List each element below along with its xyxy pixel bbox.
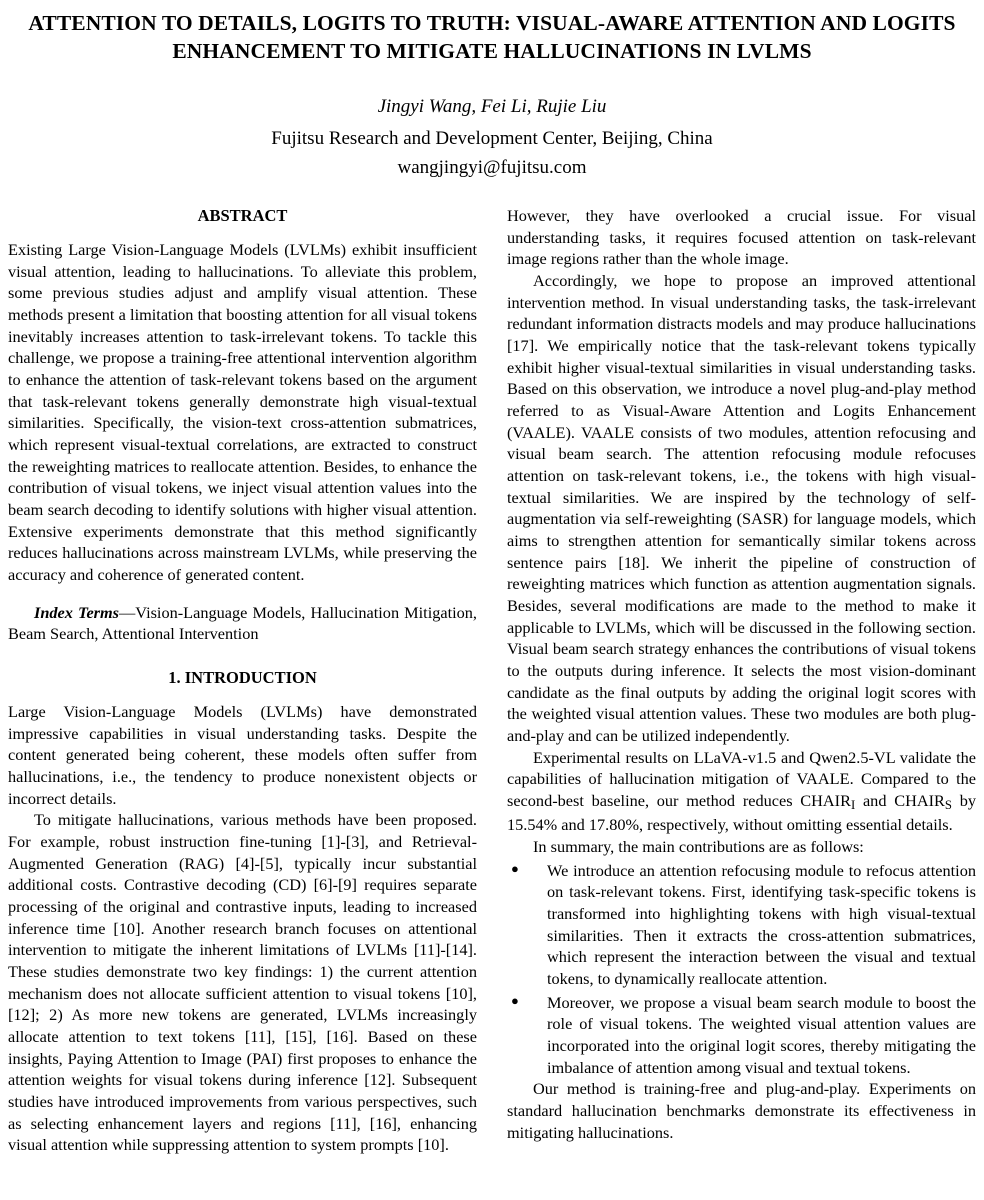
intro-paragraph-2: To mitigate hallucinations, various methods have been proposed. For example, robust instruction fine-tuning [1]-[3], and Retrieval-Augmented Generation (RAG) [4]-[5], typically incur substantial additional costs. Contrastive decoding (CD) [6]-[9] requires separate processing of the original and contrastive inputs, leading to increased inference time [10]. Another research branch focuses on attentional intervention to mitigate the inherent limitations of LVLMs [11]-[14]. These studies demonstrate two key findings: 1) the current attention mechanism does not allocate sufficient attention to visual tokens [10], [12]; 2) As more new tokens are generated, LVLMs increasingly allocate attention to text tokens [11], [15], [16]. Based on these insights, Paying Attention to Image (PAI) first proposes to enhance the attention weights for visual tokens during inference [12]. Subsequent studies have introduced improvements from various perspectives, such as selecting enhancement layers and regions [11], [16], enhancing visual attention while suppressing attention to system prompts [10]. (8, 810, 477, 1155)
abstract-heading: ABSTRACT (197, 206, 288, 225)
index-terms-body: Vision-Language Models, Hallucination Mitigation, Beam Search, Attentional Intervention (8, 602, 477, 644)
results-text-part-1: Experimental results on LLaVA-v1.5 and Qwen2.5-VL validate the capabilities of hallucination mitigation of VAALE. Compared to the second-best baseline, our method reduces CHAIR (507, 747, 976, 811)
affiliation: Fujitsu Research and Development Center, Beijing, China (271, 127, 713, 149)
right-paragraph-5: Our method is training-free and plug-and-play. Experiments on standard hallucination benchmarks demonstrate its effectiveness in mitigating hallucinations. (507, 1079, 976, 1142)
index-terms-label: Index Terms (34, 602, 120, 622)
results-text-part-3: by 15.54% and 17.80%, respectively, without omitting essential details. (507, 791, 976, 835)
list-item (507, 860, 976, 990)
chair-i-subscript: I (850, 798, 856, 813)
index-terms (8, 602, 477, 645)
intro-paragraph-1: Large Vision-Language Models (LVLMs) have demonstrated impressive capabilities in visual understanding tasks. Despite the content generated being coherent, these models often suffer from hallucinations, i.e., the tendency to produce nonexistent objects or incorrect details. (8, 701, 477, 808)
contribution-text: We introduce an attention refocusing module to refocus attention on task-relevant tokens. First, identifying task-specific tokens is transformed into highlighting tokens with high visual-textual similarities. Then it extracts the cross-attention submatrices, which represent the interaction between the visual and textual tokens, to dynamically reallocate attention. (547, 860, 976, 988)
abstract-paragraph: Existing Large Vision-Language Models (LVLMs) exhibit insufficient visual attention, leading to hallucinations. To alleviate this problem, some previous studies adjust and amplify visual attention. These methods present a limitation that boosting attention for all visual tokens inevitably increases attention to task-irrelevant tokens. To tackle this challenge, we propose a training-free attentional intervention algorithm to enhance the attention of task-relevant tokens based on the argument that task-relevant tokens generally demonstrate high visual-textual similarities. Specifically, the vision-text cross-attention submatrices, which represent visual-textual correlations, are extracted to construct the reweighting matrices to reallocate attention. Besides, to enhance the contribution of visual tokens, we inject visual attention values into the beam search decoding to identify solutions with higher visual attention. Extensive experiments demonstrate that this method significantly reduces hallucinations across mainstream LVLMs, while preserving the accuracy and coherence of generated content. (8, 239, 477, 585)
bullet-icon: ● (511, 860, 519, 876)
introduction-heading: 1. INTRODUCTION (168, 668, 317, 688)
contributions-list (507, 860, 976, 1079)
right-paragraph-3 (507, 747, 976, 836)
left-column (8, 205, 477, 1156)
author-list: Jingyi Wang, Fei Li, Rujie Liu (377, 96, 607, 118)
results-text-part-2: and CHAIR (855, 791, 945, 811)
right-column (507, 205, 976, 1156)
contribution-text: Moreover, we propose a visual beam search module to boost the role of visual tokens. The weighted visual attention values are incorporated into the original logit scores, thereby mitigating the imbalance of attention among visual and textual tokens. (547, 992, 976, 1077)
list-item (507, 992, 976, 1079)
chair-s-subscript: S (944, 798, 952, 813)
right-paragraph-2: Accordingly, we hope to propose an improved attentional intervention method. In visual understanding tasks, the task-irrelevant redundant information distracts models and may produce hallucinations [17]. We empirically notice that the task-relevant tokens typically exhibit higher visual-textual similarities in visual understanding tasks. Based on this observation, we introduce a novel plug-and-play method referred to as Visual-Aware Attention and Logits Enhancement (VAALE). VAALE consists of two modules, attention refocusing and visual beam search. The attention refocusing module refocuses attention on task-relevant tokens, i.e., the tokens with high visual-textual similarities. We are inspired by the technology of self-augmentation via self-reweighting (SASR) for language models, which aims to strengthen attention for semantically similar tokens across sentence pairs [18]. We inherit the pipeline of construction of reweighting matrices which function as attention augmentation signals. Besides, several modifications are made to the method to make it applicable to LVLMs, which will be discussed in the following section. Visual beam search strategy enhances the contributions of visual tokens to the outputs during inference. It selects the most vision-dominant candidate as the final outputs by adding the original logit scores with the weighted visual attention values. These two modules are both plug-and-play and can be utilized independently. (507, 271, 976, 746)
contact-email: wangjingyi@fujitsu.com (397, 157, 587, 179)
page-title: ATTENTION TO DETAILS, LOGITS TO TRUTH: VISUAL-AWARE ATTENTION AND LOGITS ENHANCEMENT TO MITIGATE HALLUCINATIONS IN LVLMS (28, 11, 956, 63)
summary-lead-in: In summary, the main contributions are as follows: (533, 836, 864, 856)
bullet-icon: ● (511, 992, 519, 1008)
index-terms-dash: — (119, 602, 136, 622)
right-paragraph-1: However, they have overlooked a crucial issue. For visual understanding tasks, it requires focused attention on task-relevant image regions rather than the whole image. (507, 206, 976, 269)
two-column-body (8, 205, 976, 1156)
